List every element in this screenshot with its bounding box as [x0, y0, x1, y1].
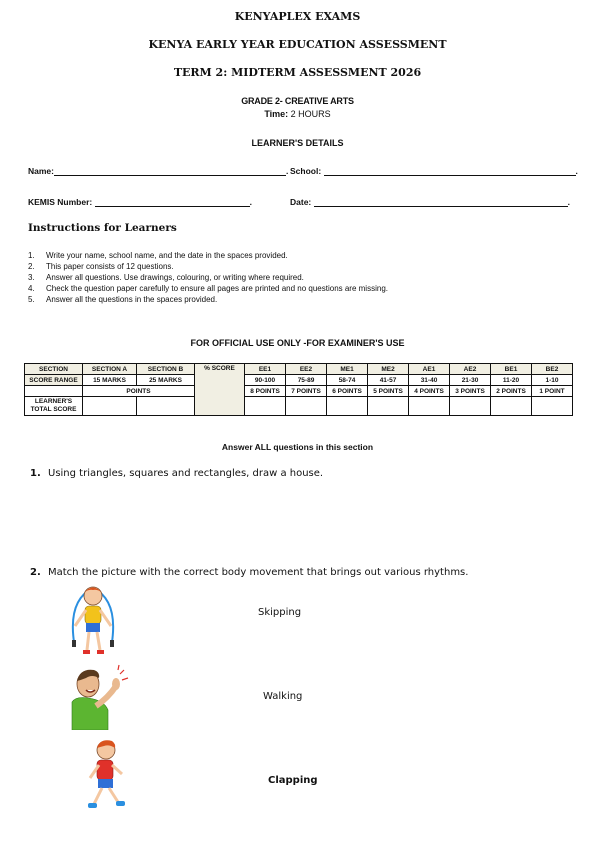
instructions-title: Instructions for Learners — [28, 222, 177, 234]
kemis-field[interactable]: KEMIS Number: . — [28, 197, 252, 207]
table-cell: 7 POINTS — [286, 386, 327, 397]
table-cell: 41-57 — [368, 375, 409, 386]
date-line[interactable] — [314, 198, 568, 207]
skipping-boy-icon — [62, 580, 124, 666]
instruction-item: 2. This paper consists of 12 questions. — [28, 262, 174, 271]
table-cell: EE1 — [245, 364, 286, 375]
school-label: School: — [290, 166, 322, 176]
official-use-heading: FOR OFFICIAL USE ONLY -FOR EXAMINER'S USE — [190, 338, 405, 348]
table-cell — [368, 397, 409, 416]
table-cell — [532, 397, 573, 416]
instruction-item: 4. Check the question paper carefully to ensure all pages are printed and no questions are missing. — [28, 284, 388, 293]
clapping-man-icon — [66, 664, 132, 730]
total-score-cell-b[interactable] — [137, 397, 195, 416]
assessment-title: KENYA EARLY YEAR EDUCATION ASSESSMENT — [148, 38, 447, 51]
table-row — [25, 375, 573, 386]
table-cell: 1-10 — [532, 375, 573, 386]
table-cell: BE2 — [532, 364, 573, 375]
exam-time — [0, 109, 595, 119]
table-cell: ME2 — [368, 364, 409, 375]
table-cell: 25 MARKS — [137, 375, 195, 386]
table-cell: 90-100 — [245, 375, 286, 386]
time-label: Time: — [264, 109, 289, 119]
table-cell: 8 POINTS — [245, 386, 286, 397]
score-table — [24, 363, 573, 416]
table-cell: 11-20 — [491, 375, 532, 386]
table-cell — [491, 397, 532, 416]
table-cell: SECTION — [25, 364, 83, 375]
table-cell: AE1 — [409, 364, 450, 375]
instruction-item: 3. Answer all questions. Use drawings, colouring, or writing where required. — [28, 273, 304, 282]
table-cell: 6 POINTS — [327, 386, 368, 397]
table-cell — [409, 397, 450, 416]
school-field[interactable]: School: . — [290, 166, 578, 176]
match-label-walking: Walking — [263, 691, 303, 702]
grade-subject: GRADE 2- CREATIVE ARTS — [241, 96, 354, 106]
school-line[interactable] — [324, 167, 576, 176]
instruction-item: 1. Write your name, school name, and the date in the spaces provided. — [28, 251, 288, 260]
table-cell: SCORE RANGE — [25, 375, 83, 386]
kemis-line[interactable] — [95, 198, 250, 207]
table-cell — [245, 397, 286, 416]
table-cell: LEARNER'S TOTAL SCORE — [25, 397, 83, 416]
table-cell — [327, 397, 368, 416]
time-value: 2 HOURS — [290, 109, 331, 119]
name-field[interactable]: Name: . — [28, 166, 289, 176]
exam-org-title: KENYAPLEX EXAMS — [234, 10, 361, 23]
kemis-label: KEMIS Number: — [28, 197, 93, 207]
table-cell: SECTION A — [83, 364, 137, 375]
name-label: Name: — [28, 166, 54, 176]
table-cell: BE1 — [491, 364, 532, 375]
section-instruction: Answer ALL questions in this section — [221, 442, 374, 452]
table-cell: AE2 — [450, 364, 491, 375]
table-cell: 2 POINTS — [491, 386, 532, 397]
table-cell — [450, 397, 491, 416]
question-1: 1. Using triangles, squares and rectangles, draw a house. — [30, 468, 324, 479]
table-cell: 31-40 — [409, 375, 450, 386]
table-row — [25, 386, 573, 397]
total-score-cell-a[interactable] — [83, 397, 137, 416]
table-cell — [286, 397, 327, 416]
table-cell: 21-30 — [450, 375, 491, 386]
table-header-row — [25, 364, 573, 375]
match-label-clapping: Clapping — [268, 775, 318, 786]
date-field[interactable]: Date: . — [290, 197, 571, 207]
table-cell: 4 POINTS — [409, 386, 450, 397]
learner-details-heading: LEARNER'S DETAILS — [251, 138, 344, 148]
table-cell: SECTION B — [137, 364, 195, 375]
walking-boy-icon — [82, 738, 132, 814]
table-row — [25, 397, 573, 416]
table-cell: 5 POINTS — [368, 386, 409, 397]
date-label: Date: — [290, 197, 312, 207]
table-cell: ME1 — [327, 364, 368, 375]
instructions-list — [28, 250, 388, 305]
table-cell: 75-89 — [286, 375, 327, 386]
match-label-skipping: Skipping — [258, 607, 302, 618]
table-cell: 58-74 — [327, 375, 368, 386]
instruction-item: 5. Answer all the questions in the spaces provided. — [28, 295, 218, 304]
name-line[interactable] — [54, 167, 286, 176]
table-cell: 15 MARKS — [83, 375, 137, 386]
table-cell: % SCORE — [195, 364, 245, 416]
term-title: TERM 2: MIDTERM ASSESSMENT 2026 — [173, 66, 422, 79]
table-cell: EE2 — [286, 364, 327, 375]
table-cell — [25, 386, 83, 397]
question-2: 2. Match the picture with the correct body movement that brings out various rhythms. — [30, 567, 469, 578]
table-cell: 1 POINT — [532, 386, 573, 397]
table-cell: 3 POINTS — [450, 386, 491, 397]
table-cell: POINTS — [83, 386, 195, 397]
